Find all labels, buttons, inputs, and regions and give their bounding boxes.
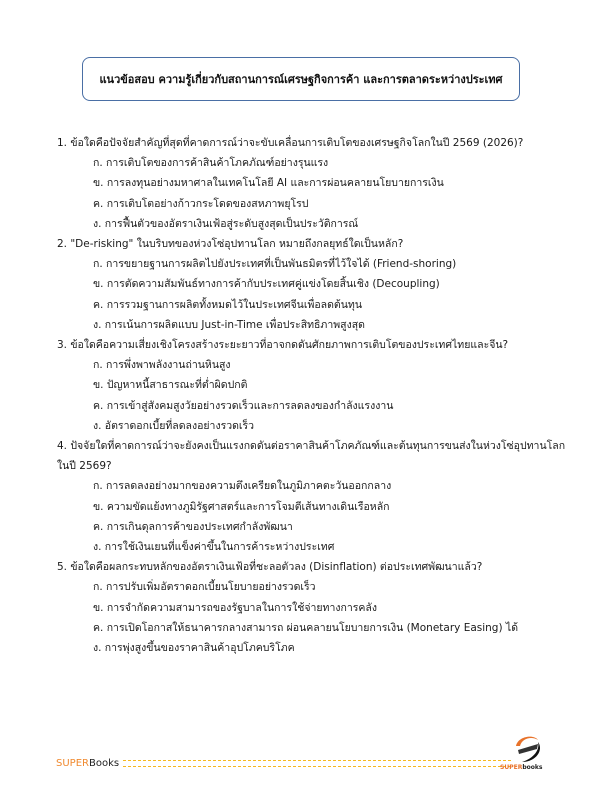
swoosh-icon [508, 732, 548, 766]
question-text: 3. ข้อใดคือความเสี่ยงเชิงโครงสร้างระยะยาวที่อาจกดดันศักยภาพการเติบโตของประเทศไทยและจีน? [57, 339, 509, 352]
option-a: ก. การเติบโตของการค้าสินค้าโภคภัณฑ์อย่างรุนแรง [93, 157, 329, 170]
option-c: ค. การเติบโตอย่างก้าวกระโดดของสหภาพยุโรป [93, 197, 309, 210]
option-c: ค. การเปิดโอกาสให้ธนาคารกลางสามารถ ผ่อนคลายนโยบายการเงิน (Monetary Easing) ได้ [93, 621, 519, 634]
footer [56, 756, 511, 770]
option-b: ข. การตัดความสัมพันธ์ทางการค้ากับประเทศคู่แข่งโดยสิ้นเชิง (Decoupling) [93, 278, 440, 291]
page-title: แนวข้อสอบ ความรู้เกี่ยวกับสถานการณ์เศรษฐกิจการค้า และการตลาดระหว่างประเทศ [99, 73, 503, 86]
logo-text [500, 764, 542, 771]
question-4 [57, 436, 577, 557]
option-d: ง. อัตราดอกเบี้ยที่ลดลงอย่างรวดเร็ว [93, 419, 255, 432]
question-2 [57, 234, 577, 335]
option-b: ข. ปัญหาหนี้สาธารณะที่ต่ำผิดปกติ [93, 379, 248, 392]
option-d: ง. การใช้เงินเยนที่แข็งค่าขึ้นในการค้าระหว่างประเทศ [93, 541, 335, 554]
superbooks-logo [500, 732, 548, 776]
logo-books: books [522, 764, 543, 771]
question-text: 1. ข้อใดคือปัจจัยสำคัญที่สุดที่คาดการณ์ว่าจะขับเคลื่อนการเติบโตของเศรษฐกิจโลกในปี 2569 (2026)? [57, 137, 524, 149]
option-d: ง. การพุ่งสูงขึ้นของราคาสินค้าอุปโภคบริโภค [93, 642, 295, 655]
question-1 [57, 133, 577, 234]
brand-super: SUPER [56, 757, 89, 769]
option-b: ข. การลงทุนอย่างมหาศาลในเทคโนโลยี AI และการผ่อนคลายนโยบายการเงิน [93, 177, 444, 190]
option-a: ก. การปรับเพิ่มอัตราดอกเบี้ยนโยบายอย่างรวดเร็ว [93, 581, 316, 594]
question-text: 5. ข้อใดคือผลกระทบหลักของอัตราเงินเฟ้อที่ชะลอตัวลง (Disinflation) ต่อประเทศพัฒนาแล้ว? [57, 561, 483, 574]
option-c: ค. การเกินดุลการค้าของประเทศกำลังพัฒนา [93, 520, 293, 533]
option-c: ค. การเข้าสู่สังคมสูงวัยอย่างรวดเร็วและการลดลงของกำลังแรงงาน [93, 399, 394, 412]
question-text: 4. ปัจจัยใดที่คาดการณ์ว่าจะยังคงเป็นแรงกดดันต่อราคาสินค้าโภคภัณฑ์และต้นทุนการขนส่งในห่วงโซ่อุปทานโลก ในปี 2569? [57, 440, 566, 473]
option-b: ข. ความขัดแย้งทางภูมิรัฐศาสตร์และการโจมตีเส้นทางเดินเรือหลัก [93, 500, 390, 513]
question-3 [57, 335, 577, 436]
option-a: ก. การพึ่งพาพลังงานถ่านหินสูง [93, 359, 231, 372]
title-box [82, 57, 520, 101]
question-list [57, 133, 577, 658]
footer-divider [123, 760, 511, 767]
option-a: ก. การลดลงอย่างมากของความตึงเครียดในภูมิภาคตะวันออกกลาง [93, 480, 392, 493]
option-b: ข. การจำกัดความสามารถของรัฐบาลในการใช้จ่ายทางการคลัง [93, 601, 377, 614]
option-d: ง. การเน้นการผลิตแบบ Just-in-Time เพื่อประสิทธิภาพสูงสุด [93, 318, 365, 331]
option-a: ก. การขยายฐานการผลิตไปยังประเทศที่เป็นพันธมิตรที่ไว้ใจได้ (Friend-shoring) [93, 258, 457, 271]
option-c: ค. การรวมฐานการผลิตทั้งหมดไว้ในประเทศจีนเพื่อลดต้นทุน [93, 298, 363, 311]
question-5 [57, 557, 577, 658]
option-d: ง. การฟื้นตัวของอัตราเงินเฟ้อสู่ระดับสูงสุดเป็นประวัติการณ์ [93, 217, 359, 230]
brand-books: Books [88, 757, 120, 769]
question-text: 2. "De-risking" ในบริบทของห่วงโซ่อุปทานโลก หมายถึงกลยุทธ์ใดเป็นหลัก? [57, 238, 404, 251]
logo-super: SUPER [500, 764, 523, 771]
